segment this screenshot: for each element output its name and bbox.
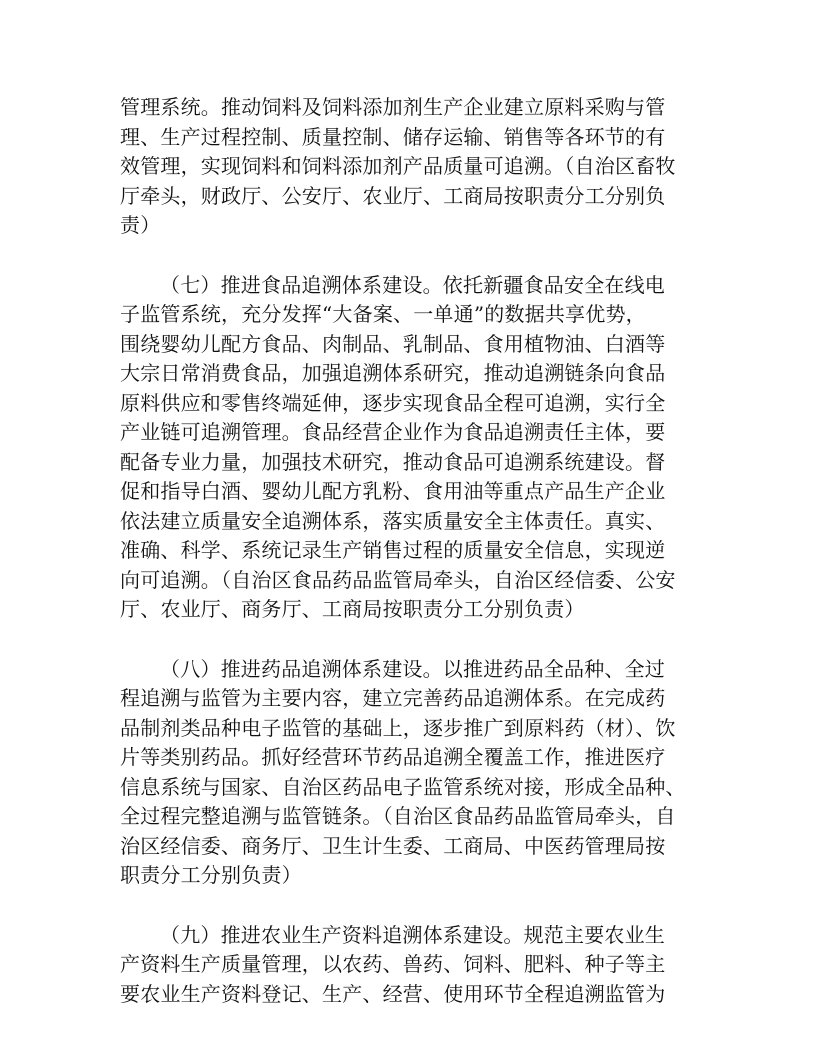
text-line: 厅牵头，财政厅、公安厅、农业厅、工商局按职责分工分别负 [120, 183, 666, 208]
text-line: 准确、科学、系统记录生产销售过程的质量安全信息，实现逆 [120, 538, 666, 562]
paragraph-feed-traceability-tail [120, 93, 700, 241]
text-line: 要农业生产资料登记、生产、经营、使用环节全程追溯监管为 [120, 981, 666, 1006]
text-line: 产资料生产质量管理，以农药、兽药、饲料、肥料、种子等主 [120, 952, 666, 976]
text-line: 子监管系统，充分发挥“大备案、一单通”的数据共享优势， [120, 302, 646, 326]
paragraph-agri-inputs-traceability [120, 921, 700, 1010]
text-line: 依法建立质量安全追溯体系，落实质量安全主体责任。真实、 [120, 508, 666, 533]
text-line: 治区经信委、商务厅、卫生计生委、工商局、中医药管理局按 [120, 833, 666, 858]
text-line: 效管理，实现饲料和饲料添加剂产品质量可追溯。（自治区畜牧 [120, 154, 676, 178]
text-line: 程追溯与监管为主要内容，建立完善药品追溯体系。在完成药 [120, 686, 666, 710]
text-line: 向可追溯。（自治区食品药品监管局牵头，自治区经信委、公安 [120, 567, 676, 592]
text-line: 理、生产过程控制、质量控制、储存运输、销售等各环节的有 [120, 124, 666, 149]
text-line: 信息系统与国家、自治区药品电子监管系统对接，形成全品种、 [120, 774, 686, 799]
text-line: （七）推进食品追溯体系建设。依托新疆食品安全在线电 [160, 272, 665, 297]
text-line: （八）推进药品追溯体系建设。以推进药品全品种、全过 [160, 656, 665, 681]
text-line: 厅、农业厅、商务厅、工商局按职责分工分别负责） [120, 597, 585, 621]
text-line: 促和指导白酒、婴幼儿配方乳粉、食用油等重点产品生产企业 [120, 479, 666, 503]
text-line: 围绕婴幼儿配方食品、肉制品、乳制品、食用植物油、白酒等 [120, 331, 666, 356]
text-line: 全过程完整追溯与监管链条。（自治区食品药品监管局牵头，自 [120, 804, 676, 828]
text-line: （九）推进农业生产资料追溯体系建设。规范主要农业生 [160, 922, 665, 947]
document-body [120, 93, 700, 1009]
text-line: 职责分工分别负责） [120, 863, 302, 887]
text-line: 配备专业力量，加强技术研究，推动食品可追溯系统建设。督 [120, 449, 666, 474]
paragraph-food-traceability [120, 271, 700, 625]
paragraph-drug-traceability [120, 655, 700, 891]
text-line: 管理系统。推动饲料及饲料添加剂生产企业建立原料采购与管 [120, 95, 666, 119]
text-line: 片等类别药品。抓好经营环节药品追溯全覆盖工作，推进医疗 [120, 745, 666, 769]
text-line: 责） [120, 213, 161, 237]
text-line: 原料供应和零售终端延伸，逐步实现食品全程可追溯，实行全 [120, 390, 666, 415]
text-line: 产业链可追溯管理。食品经营企业作为食品追溯责任主体，要 [120, 420, 666, 444]
text-line: 品制剂类品种电子监管的基础上，逐步推广到原料药（材）、饮 [120, 715, 676, 740]
text-line: 大宗日常消费食品，加强追溯体系研究，推动追溯链条向食品 [120, 361, 666, 385]
